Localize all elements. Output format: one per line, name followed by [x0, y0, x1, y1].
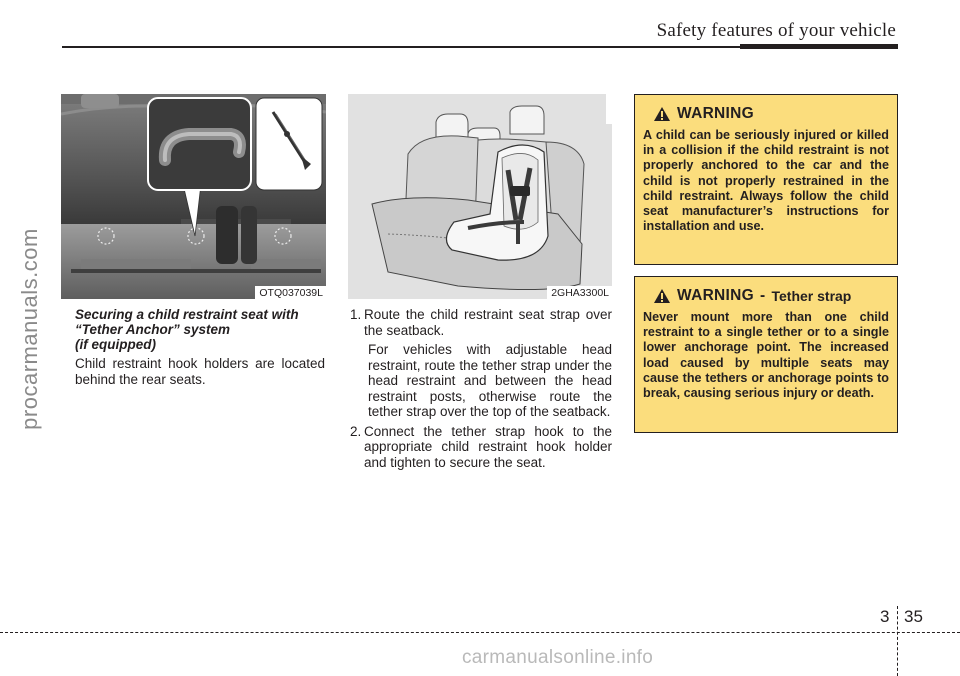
warning-title: WARNING: [677, 105, 755, 122]
warning-text: Never mount more than one child restraint to a single tether or to a single lower anchorage point. The increased load caused by multiple seats may cause the tethers or anchorage points to break, causing serious injury or death.: [643, 310, 889, 401]
steps-block: [350, 307, 612, 470]
child-seat-illustration: [348, 94, 612, 299]
side-watermark: procarmanuals.com: [17, 228, 42, 430]
warning-text: A child can be seriously injured or killed in a collision if the child restraint is not properly anchored to the car and the child is not properly restrained in the child restraint. Always follow the child seat manufacturer’s instructions for installation and use.: [643, 128, 889, 234]
figure-label-middle: 2GHA3300L: [547, 286, 612, 299]
step-text: Route the child restraint seat strap over the seatback.: [364, 307, 612, 338]
left-text-block: [75, 307, 325, 387]
warning-subtitle: Tether strap: [771, 288, 852, 304]
body-paragraph: Child restraint hook holders are located behind the rear seats.: [75, 356, 325, 387]
caption-line: (if equipped): [75, 337, 156, 352]
caption-line: “Tether Anchor” system: [75, 322, 231, 337]
step-item: [350, 307, 612, 338]
section-title: Safety features of your vehicle: [656, 20, 896, 41]
header-rule-accent: [740, 44, 898, 49]
figure-child-seat: [348, 94, 612, 299]
warning-title: WARNING: [677, 287, 755, 304]
figure-hook-holders: [61, 94, 326, 299]
footer-separator: [897, 606, 898, 676]
step-number: 2.: [350, 423, 362, 439]
chapter-number: 3: [880, 607, 890, 626]
page-number: 35: [904, 607, 923, 626]
warning-box-tether: [634, 276, 898, 433]
warning-header: [653, 103, 889, 125]
hook-holders-illustration: [61, 94, 326, 299]
warning-dash: -: [760, 287, 766, 304]
step-text: Connect the tether strap hook to the appropriate child restraint hook holder and tighten to secure the seat.: [364, 423, 612, 470]
warning-header: [653, 285, 889, 307]
step-note: For vehicles with adjustable head restraint, route the tether strap under the head restraint and between the head restraint posts, otherwise route the tether strap over the top of the seatback.: [368, 342, 612, 419]
warning-triangle-icon: [653, 288, 671, 304]
warning-triangle-icon: [653, 106, 671, 122]
step-item: [350, 424, 612, 471]
warning-box: [634, 94, 898, 265]
bottom-watermark: carmanualsonline.info: [462, 647, 654, 668]
step-number: 1.: [350, 307, 362, 322]
figure-label-left: OTQ037039L: [255, 286, 326, 299]
footer-rule: [0, 632, 960, 633]
caption-line: Securing a child restraint seat with: [75, 307, 299, 322]
